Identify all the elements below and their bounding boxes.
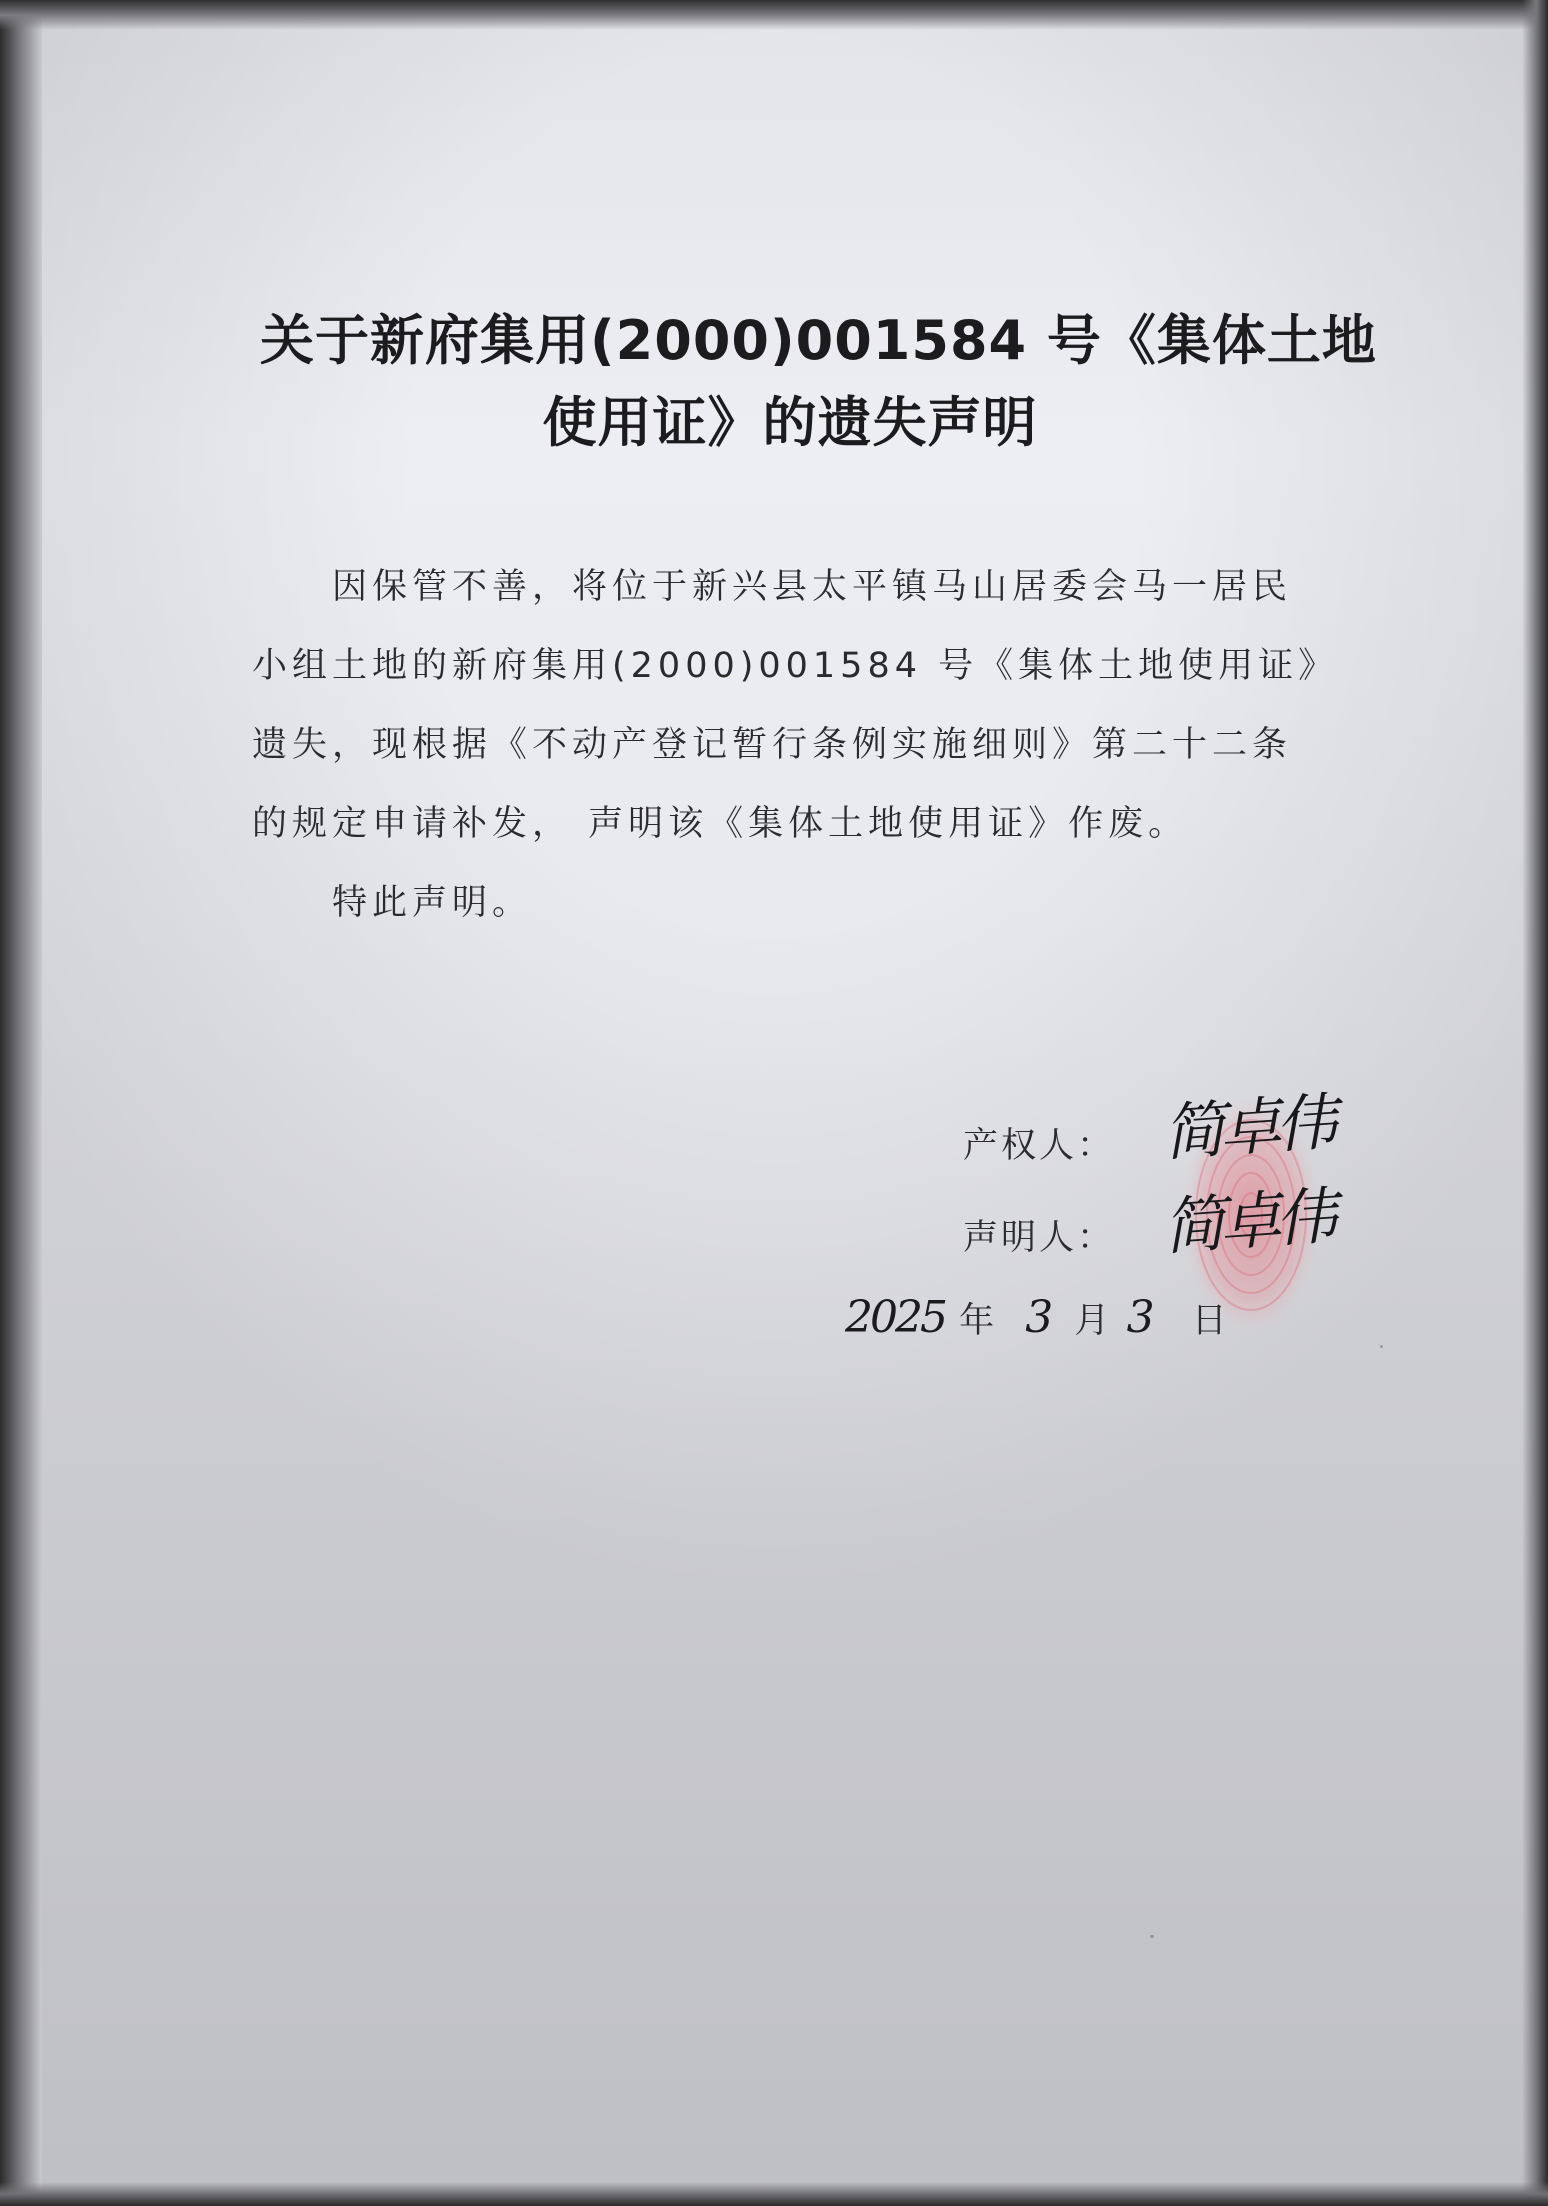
owner-signature: 简卓伟 bbox=[1161, 1085, 1334, 1170]
declarant-label: 声明人： bbox=[963, 1218, 1116, 1258]
title-line-1: 关于新府集用(2000)001584 号《集体土地 bbox=[260, 309, 1377, 372]
date-row bbox=[845, 1292, 1230, 1343]
paper-speck bbox=[1380, 1345, 1383, 1348]
date-year: 2025 bbox=[845, 1292, 945, 1343]
declaration-body bbox=[252, 548, 1322, 943]
date-day-unit: 日 bbox=[1191, 1301, 1230, 1341]
declarant-signature: 简卓伟 bbox=[1161, 1179, 1334, 1264]
date-day: 3 bbox=[1126, 1292, 1152, 1343]
page-edge-left bbox=[0, 0, 42, 2206]
date-month-unit: 月 bbox=[1074, 1301, 1113, 1341]
page-edge-top bbox=[0, 0, 1548, 30]
declarant-row bbox=[963, 1210, 1115, 1260]
paper-speck bbox=[1150, 1935, 1154, 1938]
date-year-unit: 年 bbox=[959, 1301, 998, 1341]
title-line-2: 使用证》的遗失声明 bbox=[542, 391, 1038, 454]
page-edge-bottom bbox=[0, 2182, 1548, 2206]
owner-label: 产权人： bbox=[963, 1126, 1116, 1166]
page-edge-right bbox=[1522, 0, 1548, 2206]
closing-paragraph: 特此声明。 bbox=[332, 883, 533, 923]
declaration-paragraph: 因保管不善，将位于新兴县太平镇马山居委会马一居民小组土地的新府集用(2000)001584 号《集体土地使用证》遗失，现根据《不动产登记暂行条例实施细则》第二十二条的规定申请补发， 声明该《集体土地使用证》作废。 bbox=[252, 567, 1321, 844]
document-title bbox=[260, 300, 1377, 464]
date-month: 3 bbox=[1025, 1292, 1051, 1343]
owner-row bbox=[963, 1118, 1115, 1168]
